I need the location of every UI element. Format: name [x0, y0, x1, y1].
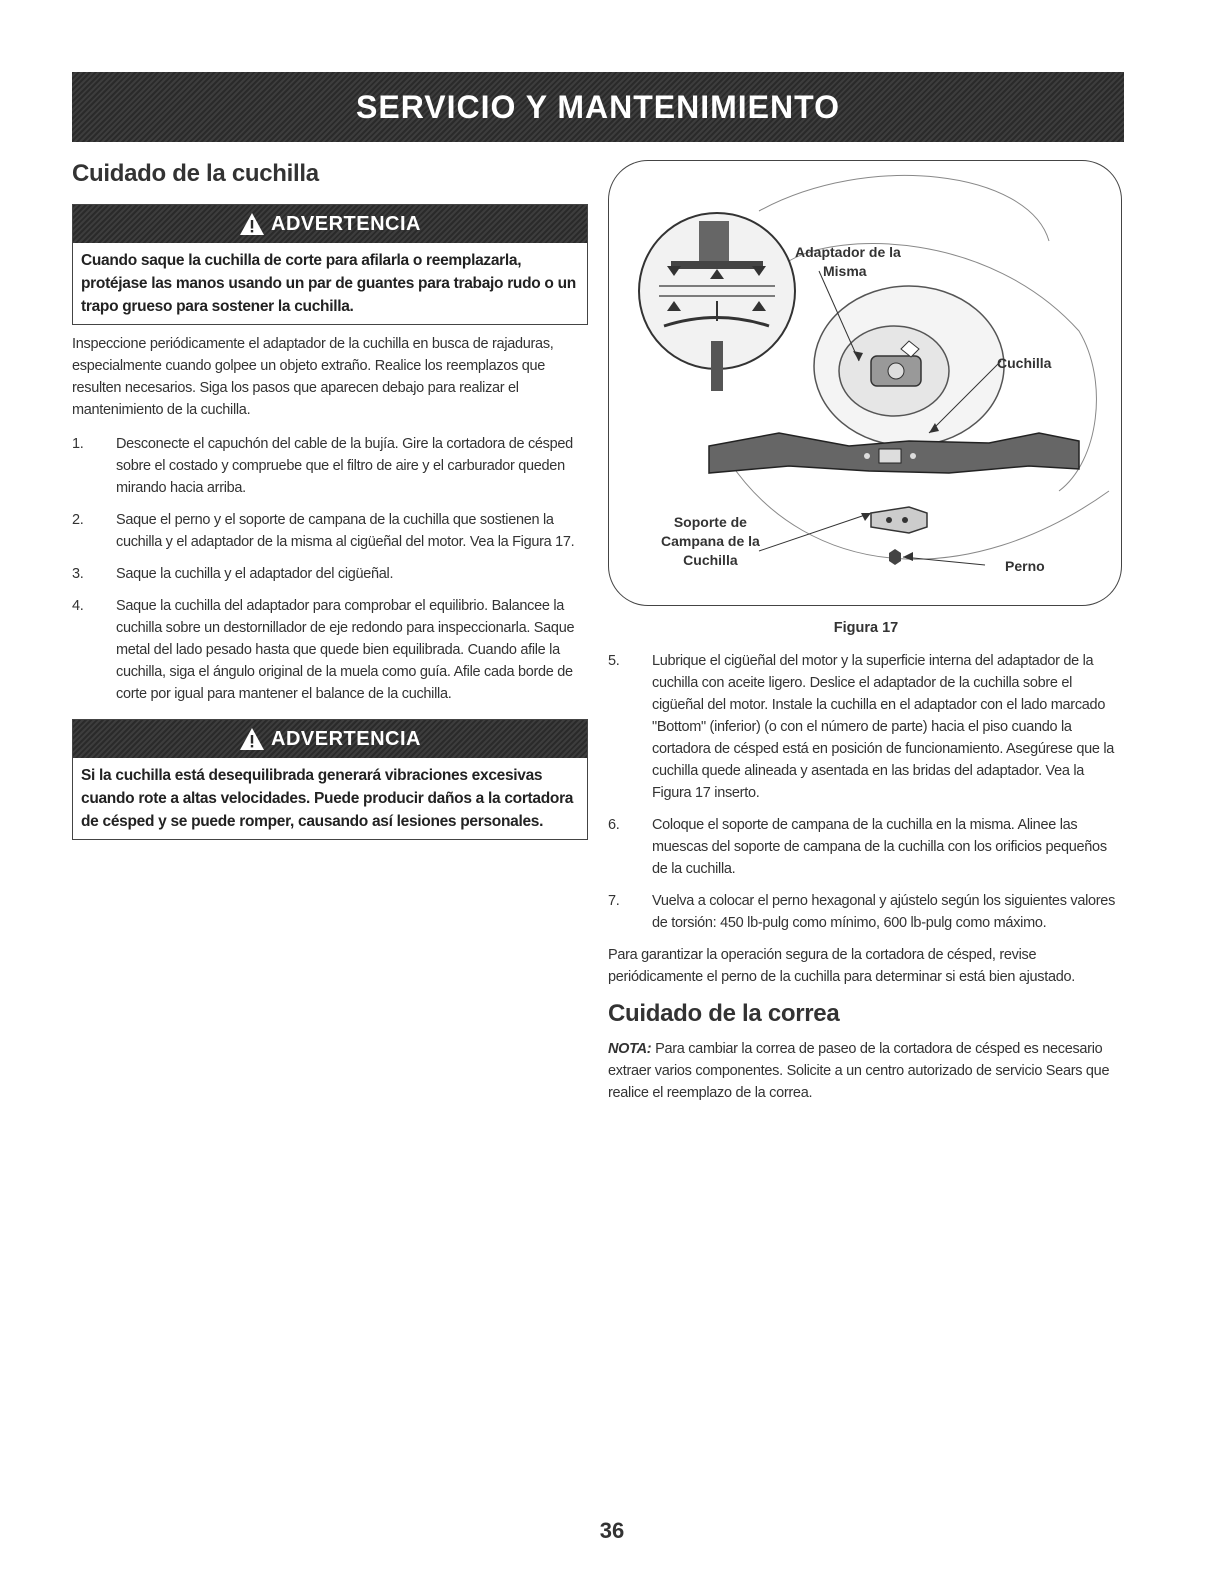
list-item [72, 433, 588, 499]
list-item [72, 563, 588, 585]
note-text: Para cambiar la correa de paseo de la cortadora de césped es necesario extraer varios componentes. Solicite a un centro autorizado de servicio Sears que realice el reemplazo de la correa. [608, 1041, 1110, 1101]
step-text: Saque el perno y el soporte de campana de la cuchilla que sostienen la cuchilla y el adaptador de la misma al cigüeñal del motor. Vea la Figura 17. [116, 512, 575, 550]
figure-label-blade: Cuchilla [997, 355, 1052, 371]
warning-header [73, 205, 587, 243]
warning-box-gloves [72, 204, 588, 325]
list-item [72, 509, 588, 553]
blade-intro-paragraph: Inspeccione periódicamente el adaptador de la cuchilla en busca de rajaduras, especialmente cuando golpee un objeto extraño. Realice los reemplazos que resulten necesarios. Siga los pasos que aparecen debajo para realizar el mantenimiento de la cuchilla. [72, 336, 554, 418]
step-text: Saque la cuchilla y el adaptador del cigüeñal. [116, 566, 394, 582]
belt-note-paragraph [608, 1038, 1124, 1104]
step-number: 1. [72, 436, 84, 452]
step-number: 7. [608, 893, 620, 909]
figure-label-line: Misma [823, 263, 867, 279]
belt-care-heading: Cuidado de la correa [608, 1000, 840, 1027]
blade-steps-list [72, 433, 588, 705]
figure-label-line: Cuchilla [683, 552, 738, 568]
left-column [72, 160, 588, 848]
right-column [608, 160, 1124, 1116]
warning-text: Cuando saque la cuchilla de corte para afilarla o reemplazarla, protéjase las manos usando un par de guantes para trabajo rudo o un trapo grueso para sostener la cuchilla. [81, 252, 576, 315]
figure-label-line: Soporte de [673, 514, 747, 530]
figure-caption: Figura 17 [833, 620, 899, 636]
figure-label-line: Campana de la [661, 533, 760, 549]
step-number: 4. [72, 598, 84, 614]
figure-label-bell-support [661, 513, 760, 570]
step-text: Desconecte el capuchón del cable de la bujía. Gire la cortadora de césped sobre el costado y compruebe que el filtro de aire y el carburador queden mirando hacia arriba. [116, 436, 573, 496]
warning-label: ADVERTENCIA [271, 212, 421, 235]
figure-label-line: Adaptador de la [795, 244, 901, 260]
warning-header [73, 720, 587, 758]
page-number: 36 [599, 1518, 625, 1543]
blade-care-heading: Cuidado de la cuchilla [72, 160, 319, 187]
list-item [72, 595, 588, 705]
warning-box-imbalance [72, 719, 588, 840]
list-item [608, 650, 1124, 804]
figure-label-bolt: Perno [1005, 558, 1045, 574]
step-text: Coloque el soporte de campana de la cuchilla en la misma. Alinee las muescas del soporte de campana de la cuchilla con los orificios pequeños de la cuchilla. [652, 817, 1107, 877]
safety-note-paragraph: Para garantizar la operación segura de la cortadora de césped, revise periódicamente el perno de la cuchilla para determinar si está bien ajustado. [608, 947, 1075, 985]
step-number: 2. [72, 512, 84, 528]
step-text: Saque la cuchilla del adaptador para comprobar el equilibrio. Balancee la cuchilla sobre un destornillador de eje redondo para inspeccionarla. Saque metal del lado pesado hasta que quede bien equilibrada. Cuando afile la cuchilla, siga el ángulo original de la muela como guía. Afile cada borde de corte por igual para mantener el balance de la cuchilla. [116, 598, 575, 702]
warning-triangle-icon [239, 212, 265, 236]
note-label: NOTA: [608, 1041, 652, 1057]
banner-title: SERVICIO Y MANTENIMIENTO [356, 88, 840, 125]
step-number: 5. [608, 653, 620, 669]
warning-triangle-icon [239, 727, 265, 751]
section-banner [72, 72, 1124, 142]
step-number: 6. [608, 817, 620, 833]
step-number: 3. [72, 566, 84, 582]
blade-steps-list-continued [608, 650, 1124, 934]
list-item [608, 814, 1124, 880]
warning-text: Si la cuchilla está desequilibrada generará vibraciones excesivas cuando rote a altas velocidades. Puede producir daños a la cortadora de césped y se puede romper, causando así lesiones personales. [81, 767, 574, 830]
step-text: Lubrique el cigüeñal del motor y la superficie interna del adaptador de la cuchilla con aceite ligero. Deslice el adaptador de la cuchilla sobre el cigüeñal del motor. Instale la cuchilla en el adaptador con el lado marcado "Bottom" (inferior) (o con el número de parte) hacia el piso cuando la cortadora de césped está en posición de funcionamiento. Asegúrese que la cuchilla quede alineada y asentada en las bridas del adaptador. Vea la Figura 17 inserto. [652, 653, 1115, 801]
list-item [608, 890, 1124, 934]
figure-label-adapter [795, 243, 901, 281]
figure-17-diagram [608, 160, 1122, 606]
warning-label: ADVERTENCIA [271, 727, 421, 750]
step-text: Vuelva a colocar el perno hexagonal y ajústelo según los siguientes valores de torsión: 450 lb-pulg como mínimo, 600 lb-pulg como máximo. [652, 893, 1116, 931]
